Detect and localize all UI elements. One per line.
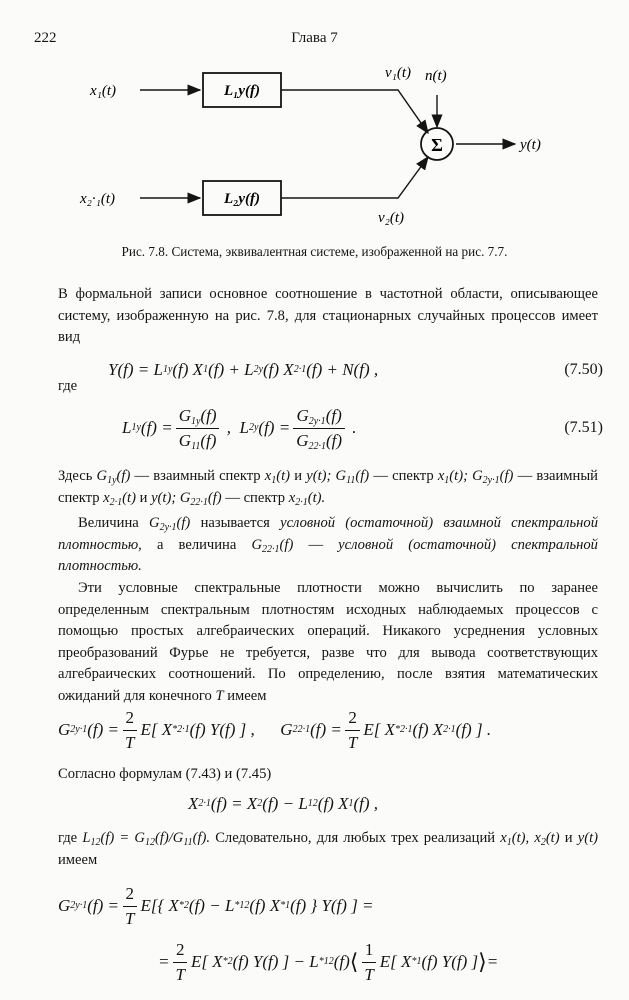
equation-conditional-spectra: G 2y·1 (f) = $\frac{2}{T}$ E[ X * 2·1 (f) Y(f) ] , G 22·1 (f) = $\frac{2}{T}$ E[ X * 2·1 (f) X 2·1 (f) ] .	[58, 707, 492, 752]
output-label: y(t)	[520, 137, 541, 153]
signal-lines	[140, 90, 515, 198]
block-diagram	[0, 55, 629, 235]
paragraph-definitions: Здесь $G_{1y}(f)$ — взаимный спектр $x_1(t)$ и y(t); $G_{11}(f)$ — спектр $x_1(t)$; $G_{2y\cdot 1}(f)$ — взаимный спектр $x_{2\cdot 1}(t)$ и y(t); $G_{22\cdot 1}(f)$ — спектр $x_{2\cdot 1}(t)$.	[58, 468, 598, 508]
v2-path	[281, 157, 428, 198]
running-head: Глава 7	[291, 30, 338, 46]
where2-text-2: Следовательно, для любых трех реализаций	[215, 830, 496, 846]
where2-text-1: где	[58, 830, 78, 846]
v1-path	[281, 90, 428, 133]
equation-number-7-50: (7.50)	[564, 361, 603, 378]
here-text-6: и	[139, 489, 148, 506]
here-text-3: и	[294, 468, 303, 484]
equation-derivation-2: = $\frac{2}{T}$ E[ X * 2 (f) Y(f) ] − L * 12 (f) ⟨ $\frac{1}{T}$ E[ X * 1 (f) Y(f) ] ⟩ =	[158, 939, 499, 984]
block2-label: L₂y(f)	[223, 191, 261, 207]
where2-text-3: и	[564, 830, 573, 846]
v1-label: v₁(t)	[385, 65, 412, 81]
paragraph-intro: В формальной записи основное соотношение в частотной области, описывающее систему, изображенную на рис. 7.8, для стационарных случайных процессов имеет вид	[58, 286, 598, 346]
sum-symbol: Σ	[431, 135, 443, 155]
input1-label: x₁(t)	[90, 83, 117, 99]
here-text-1: Здесь	[58, 468, 93, 484]
noise-label: n(t)	[425, 68, 447, 84]
paragraph-computation: Эти условные спектральные плотности можно вычислить по заранее определенным спектральным плотностям исходных наблюдаемых процессов с помощью простых алгебраических операций. Никакого усреднения условных преобразований Фурье не требуется, разве что для вывода соответствующих алгебраических соотношений. По определению, после взятия математических ожиданий для конечного T имеем	[58, 580, 598, 704]
here-text-4: — спектр	[373, 468, 434, 484]
paragraph-l12: где $L_{12}(f) = G_{12}(f)/G_{11}(f)$. Следовательно, для любых трех реализаций $x_1(t)$, $x_2(t)$ и y(t) имеем	[58, 830, 599, 868]
val-text-5: —	[308, 536, 324, 553]
equation-x21: X 2·1 (f) = X 2 (f) − L 12 (f) X 1 (f) ,	[188, 794, 379, 813]
where2-text-4: имеем	[58, 851, 98, 868]
paragraph-conditional: Величина $G_{2y\cdot 1}(f)$ называется условной (остаточной) взаимной спектральной плотностью, а величина $G_{22\cdot 1}(f)$ — условной (остаточной) спектральной плотностью.	[58, 515, 599, 575]
val-text-1: Величина	[78, 515, 139, 531]
figure-caption: Рис. 7.8. Система, эквивалентная системе, изображенной на рис. 7.7.	[121, 244, 508, 259]
cond-text-2: имеем	[227, 687, 267, 704]
val-term-1: условной (остаточной) взаимной спектральной плотностью	[58, 515, 599, 553]
equation-derivation-1: G 2y·1 (f) = $\frac{2}{T}$ E[{ X * 2 (f) − L * 12 (f) X * 1 (f) } Y(f) ] =	[58, 883, 374, 928]
equation-7-50: Y(f) = L 1y (f) X 1 (f) + L 2y (f) X 2·1 (f) + N(f) , (7.50)	[108, 360, 603, 379]
val-text-4: , а величина	[138, 536, 237, 553]
val-text-2: называется	[200, 515, 270, 531]
input2-label: x₂·₁(t)	[80, 191, 115, 207]
formulas-reference: Согласно формулам (7.43) и (7.45)	[58, 766, 272, 782]
block1-label: L₁y(f)	[223, 83, 261, 99]
cond-text-1: Эти условные спектральные плотности можно вычислить по заранее определенным спектральным плотностям исходных наблюдаемых процессов с помощью простых алгебраических операций. Никакого усреднения условных преобразований Фурье не требуется, разве что для вывода соответствующих алгебраических соотношений. По определению, после взятия математических ожиданий для конечного	[58, 580, 598, 704]
where-label: где	[58, 378, 78, 394]
page-number: 222	[34, 30, 57, 46]
here-text-2: — взаимный спектр	[134, 468, 261, 484]
equation-number-7-51: (7.51)	[564, 419, 603, 436]
here-text-5: — взаимный спектр	[58, 468, 598, 506]
here-text-7: — спектр	[225, 489, 286, 506]
val-term-2: условной (остаточной) спектральной плотностью.	[58, 536, 598, 575]
equation-7-51: L 1y (f) = $\frac{G_{1y}(f)}{G_{11}(f)}$ , L 2y (f) = $\frac{G_{2y\cdot 1}(f)}{G_{22\cdot 1}(f)}$ . (7.51)	[122, 405, 603, 452]
v2-label: v₂(t)	[378, 210, 405, 226]
